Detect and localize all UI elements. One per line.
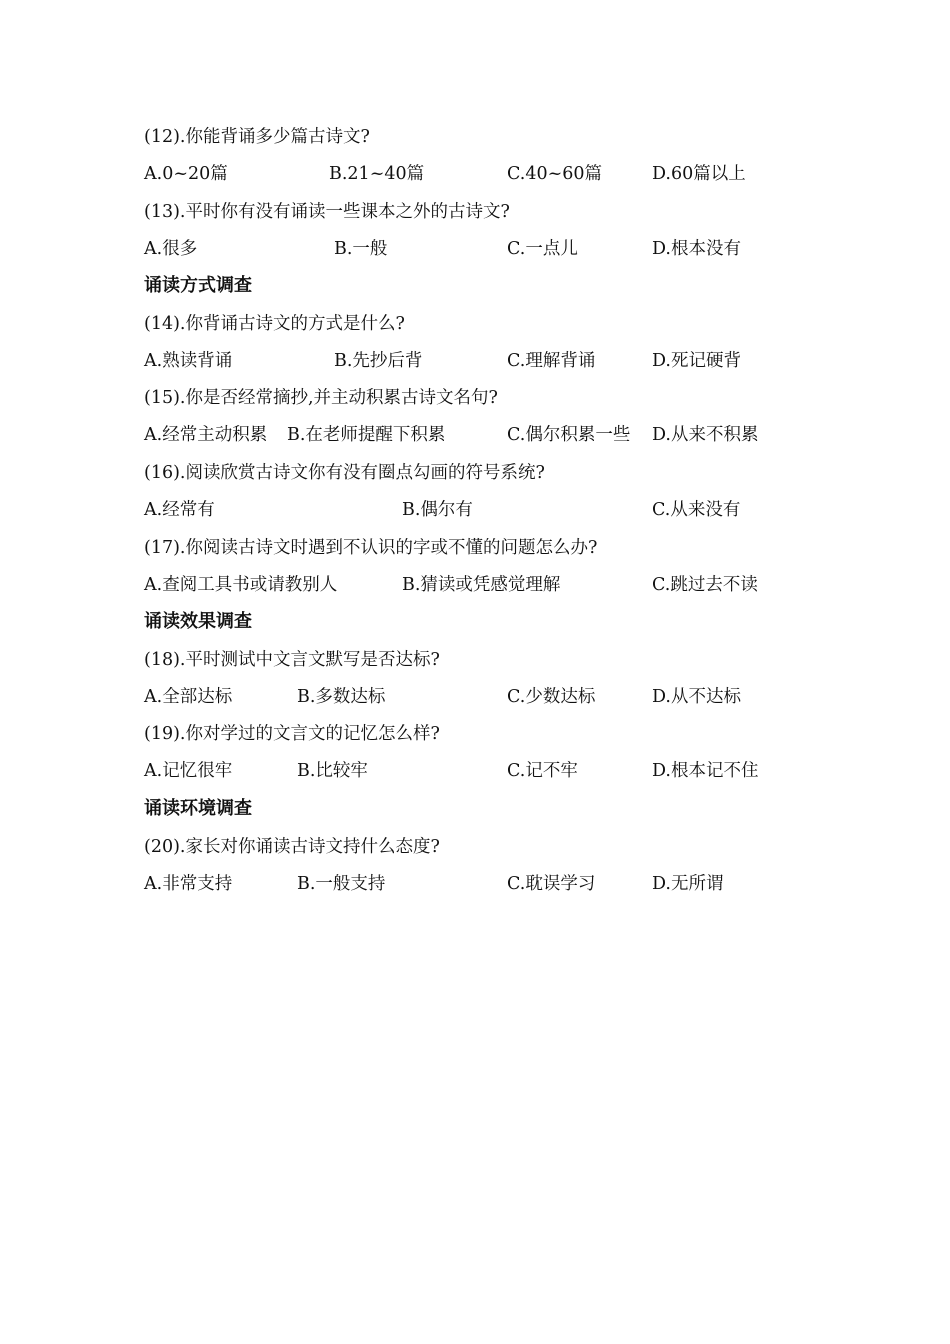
q18-option-a: A.全部达标: [144, 687, 233, 707]
question-20: (20).家长对你诵读古诗文持什么态度?: [144, 837, 440, 857]
section-heading-effect: 诵读效果调查: [144, 611, 252, 632]
q20-option-a: A.非常支持: [144, 874, 233, 894]
q14-option-b: B.先抄后背: [334, 351, 423, 371]
q20-option-d: D.无所谓: [652, 874, 724, 894]
q17-option-b: B.猜读或凭感觉理解: [402, 575, 561, 595]
q20-option-b: B.一般支持: [297, 874, 386, 894]
q12-option-c: C.40~60篇: [507, 164, 603, 184]
q19-option-d: D.根本记不住: [652, 761, 759, 781]
q16-option-a: A.经常有: [144, 500, 215, 520]
question-17: (17).你阅读古诗文时遇到不认识的字或不懂的问题怎么办?: [144, 538, 598, 558]
q12-option-a: A.0~20篇: [144, 164, 228, 184]
q19-option-b: B.比较牢: [297, 761, 368, 781]
question-14: (14).你背诵古诗文的方式是什么?: [144, 314, 405, 334]
question-16: (16).阅读欣赏古诗文你有没有圈点勾画的符号系统?: [144, 463, 545, 483]
question-12: (12).你能背诵多少篇古诗文?: [144, 127, 370, 147]
section-heading-environment: 诵读环境调查: [144, 798, 252, 819]
q19-option-a: A.记忆很牢: [144, 761, 233, 781]
q14-option-d: D.死记硬背: [652, 351, 741, 371]
q20-option-c: C.耽误学习: [507, 874, 596, 894]
q13-option-a: A.很多: [144, 239, 198, 259]
q18-option-d: D.从不达标: [652, 687, 741, 707]
q19-option-c: C.记不牢: [507, 761, 578, 781]
q17-option-c: C.跳过去不读: [652, 575, 758, 595]
q13-option-c: C.一点儿: [507, 239, 578, 259]
q14-option-c: C.理解背诵: [507, 351, 596, 371]
q12-option-b: B.21~40篇: [329, 164, 425, 184]
q12-option-d: D.60篇以上: [652, 164, 746, 184]
question-13: (13).平时你有没有诵读一些课本之外的古诗文?: [144, 202, 510, 222]
q15-option-a: A.经常主动积累: [144, 425, 268, 445]
q18-option-c: C.少数达标: [507, 687, 596, 707]
q16-option-c: C.从来没有: [652, 500, 741, 520]
question-18: (18).平时测试中文言文默写是否达标?: [144, 650, 440, 670]
q17-option-a: A.查阅工具书或请教别人: [144, 575, 338, 595]
q18-option-b: B.多数达标: [297, 687, 386, 707]
q15-option-d: D.从来不积累: [652, 425, 759, 445]
question-15: (15).你是否经常摘抄,并主动积累古诗文名句?: [144, 388, 498, 408]
q15-option-c: C.偶尔积累一些: [507, 425, 631, 445]
q15-option-b: B.在老师提醒下积累: [287, 425, 446, 445]
q13-option-b: B.一般: [334, 239, 388, 259]
q16-option-b: B.偶尔有: [402, 500, 473, 520]
q14-option-a: A.熟读背诵: [144, 351, 233, 371]
section-heading-method: 诵读方式调查: [144, 275, 252, 296]
q13-option-d: D.根本没有: [652, 239, 741, 259]
question-19: (19).你对学过的文言文的记忆怎么样?: [144, 724, 440, 744]
